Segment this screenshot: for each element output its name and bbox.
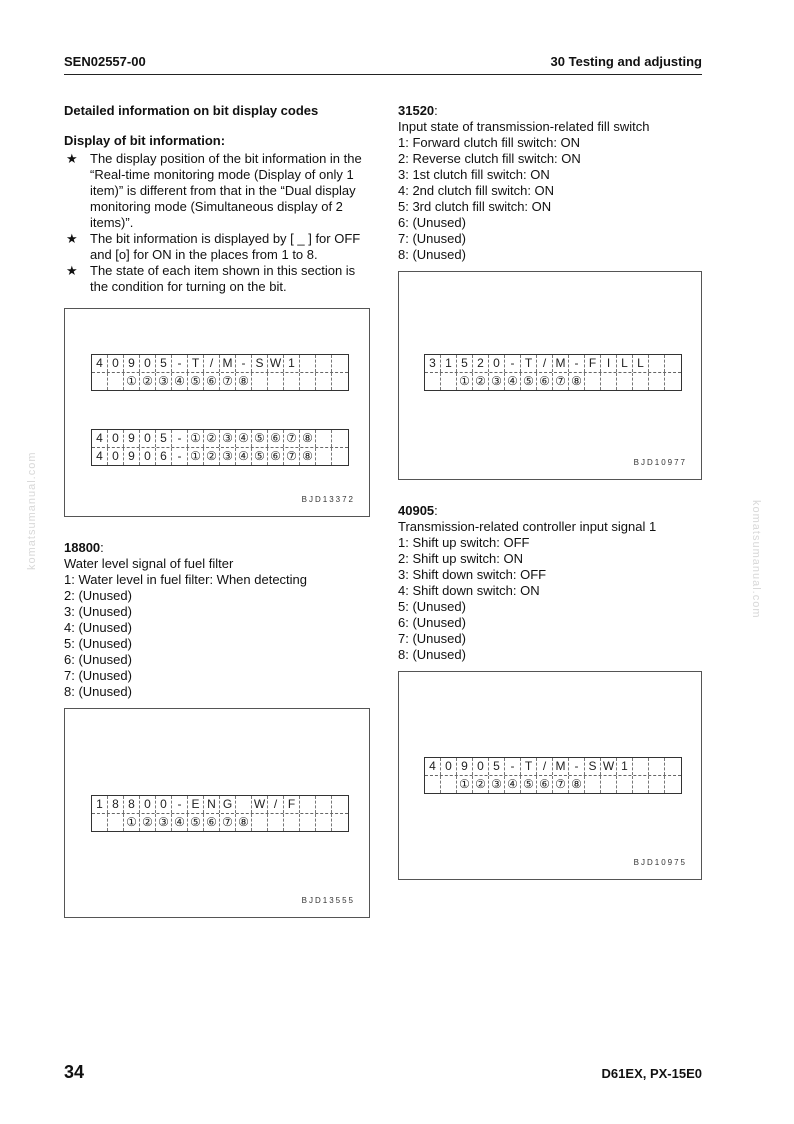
lcd-cell: 0 [140, 796, 156, 813]
lcd-cell [316, 814, 332, 831]
lcd-cell [332, 355, 348, 372]
bullet-item: ★ The state of each item shown in this section is the condition for turning on the bit. [66, 263, 356, 294]
lcd-cell: 0 [140, 448, 156, 465]
lcd-cell: ⑤ [252, 430, 268, 447]
lcd-cell: 0 [489, 355, 505, 372]
lcd-cell: 5 [489, 758, 505, 775]
lcd-cell [617, 776, 633, 793]
lcd-cell: 1 [284, 355, 300, 372]
list-item: 1: Shift up switch: OFF [398, 535, 530, 550]
lcd-cell: N [204, 796, 220, 813]
lcd-cell: 5 [156, 430, 172, 447]
lcd-cell: S [585, 758, 601, 775]
list-item: 5: 3rd clutch fill switch: ON [398, 199, 552, 214]
lcd-cell [441, 373, 457, 390]
lcd-row [92, 372, 348, 390]
lcd-cell: ⑥ [268, 448, 284, 465]
lcd-cell: 9 [457, 758, 473, 775]
lcd-cell [284, 814, 300, 831]
lcd-cell [252, 373, 268, 390]
lcd-cell: - [505, 355, 521, 372]
figure-label: BJD10975 [633, 858, 687, 867]
list-item: 2: Shift up switch: ON [398, 551, 523, 566]
list-item: 8: (Unused) [398, 247, 466, 262]
watermark-left: komatsumanual.com [26, 451, 38, 570]
lcd-cell: ① [124, 373, 140, 390]
section-title: 30 Testing and adjusting [550, 54, 702, 69]
lcd-cell: / [268, 796, 284, 813]
list-item: 2: (Unused) [64, 588, 132, 603]
list-item: 3: 1st clutch fill switch: ON [398, 167, 550, 182]
lcd-cell: 6 [156, 448, 172, 465]
lcd-cell: ① [457, 373, 473, 390]
lcd-cell [332, 814, 348, 831]
figure-label: BJD13555 [301, 896, 355, 905]
lcd-cell: ④ [505, 776, 521, 793]
lcd-cell [601, 776, 617, 793]
lcd-cell: - [569, 355, 585, 372]
star-icon: ★ [66, 231, 78, 246]
lcd-cell: W [601, 758, 617, 775]
lcd-cell [649, 373, 665, 390]
code-item-list [64, 572, 369, 700]
lcd-cell: ③ [489, 776, 505, 793]
lcd-row [425, 372, 681, 390]
lcd-cell: ⑥ [268, 430, 284, 447]
lcd-cell: ⑥ [204, 373, 220, 390]
star-icon: ★ [66, 151, 78, 166]
lcd-cell: ⑧ [236, 814, 252, 831]
lcd-cell: ⑤ [521, 373, 537, 390]
lcd-cell: W [252, 796, 268, 813]
lcd-cell [284, 373, 300, 390]
lcd-cell: ② [204, 448, 220, 465]
figure-bit-display-modes [64, 308, 370, 517]
lcd-cell: 5 [457, 355, 473, 372]
header-rule [64, 74, 702, 75]
code-18800-block: 18800: Water level signal of fuel filter 1: Water level in fuel filter: When detecting 2: (Unused) 3: (Unused) 4: (Unused) 5: (Unused) 6: (Unused) 7: (Unused) 8: (Unused) [64, 540, 369, 700]
lcd-cell: ⑧ [300, 448, 316, 465]
lcd-cell: F [585, 355, 601, 372]
lcd-cell [617, 373, 633, 390]
lcd-cell [425, 776, 441, 793]
lcd-cell: 1 [617, 758, 633, 775]
code-31520-block: 31520: Input state of transmission-related fill switch 1: Forward clutch fill switch: ON 2: Reverse clutch fill switch: ON 3: 1st clutch fill switch: ON 4: 2nd clutch fill switch: ON 5: 3rd clutch fill switch: ON 6: (Unused) 7: (Unused) 8: (Unused) [398, 103, 703, 263]
code-description: Transmission-related controller input signal 1 [398, 519, 657, 534]
lcd-cell [633, 776, 649, 793]
lcd-cell: T [188, 355, 204, 372]
lcd-cell [300, 796, 316, 813]
lcd-cell [665, 355, 681, 372]
lcd-18800 [91, 795, 349, 832]
lcd-cell: ⑤ [188, 814, 204, 831]
lcd-cell: ⑧ [300, 430, 316, 447]
lcd-cell: ⑤ [252, 448, 268, 465]
subheading: Display of bit information: [64, 133, 226, 148]
list-item: 7: (Unused) [398, 631, 466, 646]
list-item: 6: (Unused) [64, 652, 132, 667]
page-number: 34 [64, 1062, 85, 1082]
section-heading: Detailed information on bit display codes [64, 103, 319, 118]
model-name: D61EX, PX-15E0 [601, 1066, 702, 1081]
lcd-cell [633, 758, 649, 775]
lcd-cell [332, 373, 348, 390]
lcd-cell [252, 814, 268, 831]
lcd-cell: ⑦ [553, 373, 569, 390]
lcd-cell: 9 [124, 448, 140, 465]
list-item: 5: (Unused) [64, 636, 132, 651]
figure-31520-display [398, 271, 702, 480]
lcd-cell: ② [473, 373, 489, 390]
list-item: 6: (Unused) [398, 615, 466, 630]
code-description: Input state of transmission-related fill switch [398, 119, 650, 134]
lcd-cell [300, 814, 316, 831]
lcd-cell [316, 373, 332, 390]
code-item-list [398, 535, 703, 663]
list-item: 4: Shift down switch: ON [398, 583, 540, 598]
lcd-cell: 0 [140, 430, 156, 447]
lcd-row [92, 430, 348, 447]
lcd-cell: ① [457, 776, 473, 793]
list-item: 7: (Unused) [398, 231, 466, 246]
lcd-cell [316, 796, 332, 813]
code-number: 31520 [398, 103, 435, 118]
lcd-cell: 0 [108, 430, 124, 447]
list-item: 8: (Unused) [64, 684, 132, 699]
lcd-cell: - [172, 796, 188, 813]
lcd-cell: ④ [172, 814, 188, 831]
lcd-cell [332, 796, 348, 813]
lcd-cell: 3 [425, 355, 441, 372]
lcd-cell [300, 355, 316, 372]
lcd-row [92, 796, 348, 813]
lcd-cell [425, 373, 441, 390]
lcd-cell: ② [473, 776, 489, 793]
bullet-item: ★ The bit information is displayed by [ _ ] for OFF and [o] for ON in the places from 1 to 8. [66, 231, 361, 262]
list-item: 1: Forward clutch fill switch: ON [398, 135, 581, 150]
figure-label: BJD10977 [633, 458, 687, 467]
lcd-cell [665, 758, 681, 775]
lcd-cell: 8 [124, 796, 140, 813]
lcd-cell [649, 776, 665, 793]
lcd-cell: - [172, 355, 188, 372]
code-number: 40905 [398, 503, 435, 518]
lcd-cell: ③ [489, 373, 505, 390]
lcd-cell: 0 [140, 355, 156, 372]
lcd-cell: ① [188, 430, 204, 447]
lcd-cell: ⑦ [553, 776, 569, 793]
lcd-cell: ⑤ [521, 776, 537, 793]
list-item: 6: (Unused) [398, 215, 466, 230]
lcd-cell: / [537, 758, 553, 775]
lcd-cell [92, 814, 108, 831]
lcd-cell [649, 355, 665, 372]
lcd-cell: 0 [108, 355, 124, 372]
lcd-cell: / [537, 355, 553, 372]
lcd-cell: ④ [172, 373, 188, 390]
list-item: 5: (Unused) [398, 599, 466, 614]
lcd-cell [649, 758, 665, 775]
lcd-cell: T [521, 758, 537, 775]
lcd-cell: 4 [92, 355, 108, 372]
lcd-cell: G [220, 796, 236, 813]
lcd-cell [92, 373, 108, 390]
lcd-cell [316, 430, 332, 447]
lcd-dual [91, 429, 349, 466]
lcd-cell: ⑦ [284, 448, 300, 465]
lcd-cell: ④ [505, 373, 521, 390]
lcd-cell: ⑥ [537, 373, 553, 390]
lcd-cell: ② [140, 814, 156, 831]
code-description: Water level signal of fuel filter [64, 556, 234, 571]
lcd-cell: I [601, 355, 617, 372]
lcd-cell: ① [188, 448, 204, 465]
list-item: 3: Shift down switch: OFF [398, 567, 547, 582]
lcd-cell [585, 373, 601, 390]
lcd-cell: ⑧ [569, 776, 585, 793]
lcd-31520 [424, 354, 682, 391]
lcd-cell [268, 814, 284, 831]
star-icon: ★ [66, 263, 78, 278]
left-column-intro [64, 103, 369, 295]
lcd-cell: ③ [220, 448, 236, 465]
bullet-item: ★ The display position of the bit information in the “Real-time monitoring mode (Display of only 1 item)” is different from that in the “Dual display monitoring mode (Simultaneous display of 2 items)”. [66, 151, 362, 230]
code-item-list [398, 135, 703, 263]
lcd-cell: - [569, 758, 585, 775]
lcd-cell: M [553, 355, 569, 372]
lcd-cell: 0 [108, 448, 124, 465]
lcd-cell: 0 [473, 758, 489, 775]
lcd-cell [300, 373, 316, 390]
lcd-cell [316, 448, 332, 465]
lcd-cell: L [617, 355, 633, 372]
lcd-row [425, 355, 681, 372]
code-number: 18800 [64, 540, 101, 555]
lcd-cell [601, 373, 617, 390]
lcd-cell [108, 814, 124, 831]
lcd-cell: ⑥ [537, 776, 553, 793]
list-item: 1: Water level in fuel filter: When detecting [64, 572, 308, 587]
lcd-cell: ⑧ [236, 373, 252, 390]
list-item: 7: (Unused) [64, 668, 132, 683]
lcd-cell [108, 373, 124, 390]
lcd-cell: E [188, 796, 204, 813]
lcd-cell [585, 776, 601, 793]
lcd-cell [332, 430, 348, 447]
lcd-cell: M [220, 355, 236, 372]
figure-40905-display [398, 671, 702, 880]
lcd-cell: ③ [156, 814, 172, 831]
lcd-cell [316, 355, 332, 372]
lcd-cell: 0 [156, 796, 172, 813]
figure-18800-display [64, 708, 370, 918]
document-code: SEN02557-00 [64, 54, 146, 69]
lcd-cell: ④ [236, 448, 252, 465]
lcd-cell: W [268, 355, 284, 372]
lcd-cell [665, 373, 681, 390]
lcd-cell: - [172, 448, 188, 465]
lcd-cell: - [505, 758, 521, 775]
lcd-cell: ④ [236, 430, 252, 447]
list-item: 2: Reverse clutch fill switch: ON [398, 151, 581, 166]
lcd-cell: ⑦ [220, 373, 236, 390]
lcd-cell: - [236, 355, 252, 372]
lcd-row [92, 447, 348, 465]
lcd-cell: 8 [108, 796, 124, 813]
bullet-list [64, 151, 369, 295]
lcd-cell [332, 448, 348, 465]
lcd-cell: 4 [92, 448, 108, 465]
list-item: 3: (Unused) [64, 604, 132, 619]
lcd-cell: ⑦ [284, 430, 300, 447]
lcd-cell: ⑦ [220, 814, 236, 831]
lcd-cell [441, 776, 457, 793]
lcd-cell: F [284, 796, 300, 813]
lcd-cell [633, 373, 649, 390]
lcd-cell: ⑧ [569, 373, 585, 390]
lcd-cell: - [172, 430, 188, 447]
figure-label: BJD13372 [301, 495, 355, 504]
list-item: 4: (Unused) [64, 620, 132, 635]
lcd-cell [236, 796, 252, 813]
lcd-cell: M [553, 758, 569, 775]
lcd-row [92, 813, 348, 831]
lcd-cell: ⑥ [204, 814, 220, 831]
lcd-cell: ② [140, 373, 156, 390]
lcd-cell: 5 [156, 355, 172, 372]
lcd-cell: 9 [124, 355, 140, 372]
lcd-cell: 1 [441, 355, 457, 372]
lcd-40905 [424, 757, 682, 794]
lcd-cell [665, 776, 681, 793]
lcd-cell: ③ [220, 430, 236, 447]
lcd-row [425, 758, 681, 775]
lcd-row [92, 355, 348, 372]
lcd-row [425, 775, 681, 793]
list-item: 4: 2nd clutch fill switch: ON [398, 183, 555, 198]
list-item: 8: (Unused) [398, 647, 466, 662]
lcd-cell: S [252, 355, 268, 372]
lcd-cell: ⑤ [188, 373, 204, 390]
watermark-right: komatsumanual.com [750, 500, 762, 619]
lcd-cell [268, 373, 284, 390]
lcd-cell: ② [204, 430, 220, 447]
lcd-cell: 4 [425, 758, 441, 775]
lcd-cell: L [633, 355, 649, 372]
lcd-cell: 2 [473, 355, 489, 372]
lcd-cell: 1 [92, 796, 108, 813]
lcd-cell: ① [124, 814, 140, 831]
lcd-cell: ③ [156, 373, 172, 390]
lcd-cell: 0 [441, 758, 457, 775]
lcd-cell: 9 [124, 430, 140, 447]
code-40905-block: 40905: Transmission-related controller input signal 1 1: Shift up switch: OFF 2: Shift up switch: ON 3: Shift down switch: OFF 4: Shift down switch: ON 5: (Unused) 6: (Unused) 7: (Unused) 8: (Unused) [398, 503, 703, 663]
lcd-cell: / [204, 355, 220, 372]
lcd-cell: T [521, 355, 537, 372]
lcd-realtime [91, 354, 349, 391]
lcd-cell: 4 [92, 430, 108, 447]
